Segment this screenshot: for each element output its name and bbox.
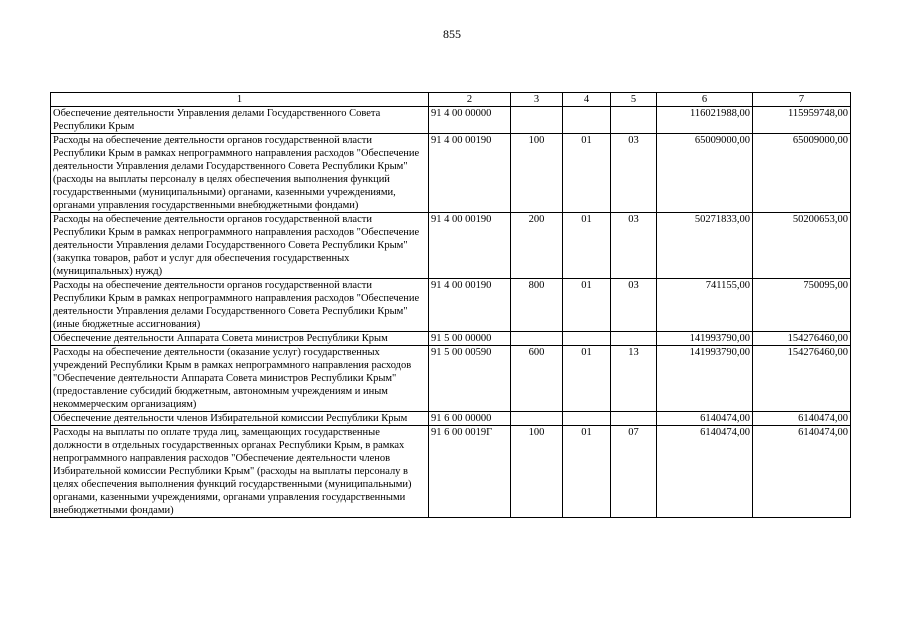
row-description: Расходы на обеспечение деятельности органов государственной власти Республики Крым в рамках непрограммного направления расходов "Обеспечение деятельности Управления делами Государственного Совета Республики Крым" (иные бюджетные ассигнования): [51, 279, 429, 332]
column-header: 6: [657, 93, 753, 107]
subsection-code: 07: [611, 426, 657, 518]
amount-year-1: 141993790,00: [657, 332, 753, 346]
section-code: [563, 332, 611, 346]
subsection-code: [611, 332, 657, 346]
table-row: [51, 412, 851, 426]
row-description: Расходы на обеспечение деятельности органов государственной власти Республики Крым в рамках непрограммного направления расходов "Обеспечение деятельности Управления делами Государственного Совета Республики Крым" (расходы на выплаты персоналу в целях обеспечения выполнения функций государственными (муниципальными) органами, казенными учреждениями, органами управления государственными внебюджетными фондами): [51, 134, 429, 213]
table-header-row: [51, 93, 851, 107]
page-number: 855: [443, 27, 461, 41]
expense-type-code: [511, 332, 563, 346]
amount-year-1: 116021988,00: [657, 107, 753, 134]
subsection-code: 03: [611, 134, 657, 213]
amount-year-1: 6140474,00: [657, 426, 753, 518]
amount-year-2: 154276460,00: [753, 346, 851, 412]
table-row: [51, 426, 851, 518]
row-description: Обеспечение деятельности членов Избирательной комиссии Республики Крым: [51, 412, 429, 426]
column-header: 5: [611, 93, 657, 107]
column-header: 7: [753, 93, 851, 107]
section-code: 01: [563, 426, 611, 518]
target-article-code: 91 5 00 00000: [429, 332, 511, 346]
row-description: Расходы на выплаты по оплате труда лиц, замещающих государственные должности в отдельных государственных органах Республики Крым, в рамках непрограммного направления расходов "Обеспечение деятельности членов Избирательной комиссии Республики Крым" (расходы на выплаты персоналу в целях обеспечения выполнения функций государственными (муниципальными) органами, казенными учреждениями, органами управления государственными внебюджетными фондами): [51, 426, 429, 518]
column-header: 4: [563, 93, 611, 107]
expense-type-code: 800: [511, 279, 563, 332]
target-article-code: 91 4 00 00190: [429, 213, 511, 279]
subsection-code: 03: [611, 279, 657, 332]
amount-year-1: 65009000,00: [657, 134, 753, 213]
amount-year-2: 6140474,00: [753, 426, 851, 518]
section-code: [563, 107, 611, 134]
column-header: 2: [429, 93, 511, 107]
section-code: [563, 412, 611, 426]
target-article-code: 91 4 00 00190: [429, 279, 511, 332]
section-code: 01: [563, 213, 611, 279]
amount-year-2: 6140474,00: [753, 412, 851, 426]
table-row: [51, 134, 851, 213]
subsection-code: [611, 412, 657, 426]
row-description: Расходы на обеспечение деятельности органов государственной власти Республики Крым в рамках непрограммного направления расходов "Обеспечение деятельности Управления делами Государственного Совета Республики Крым" (закупка товаров, работ и услуг для обеспечения государственных (муниципальных) нужд): [51, 213, 429, 279]
amount-year-2: 115959748,00: [753, 107, 851, 134]
table-row: [51, 213, 851, 279]
expense-type-code: 200: [511, 213, 563, 279]
amount-year-2: 65009000,00: [753, 134, 851, 213]
amount-year-2: 750095,00: [753, 279, 851, 332]
subsection-code: [611, 107, 657, 134]
target-article-code: 91 4 00 00190: [429, 134, 511, 213]
target-article-code: 91 4 00 00000: [429, 107, 511, 134]
target-article-code: 91 6 00 00000: [429, 412, 511, 426]
section-code: 01: [563, 134, 611, 213]
amount-year-1: 141993790,00: [657, 346, 753, 412]
amount-year-1: 6140474,00: [657, 412, 753, 426]
expense-type-code: [511, 107, 563, 134]
row-description: Расходы на обеспечение деятельности (оказание услуг) государственных учреждений Республики Крым в рамках непрограммного направления расходов "Обеспечение деятельности Аппарата Совета министров Республики Крым" (предоставление субсидий бюджетным, автономным учреждениям и иным некоммерческим организациям): [51, 346, 429, 412]
row-description: Обеспечение деятельности Аппарата Совета министров Республики Крым: [51, 332, 429, 346]
expense-type-code: 100: [511, 426, 563, 518]
table-row: [51, 107, 851, 134]
table-row: [51, 346, 851, 412]
table-row: [51, 279, 851, 332]
expense-type-code: 600: [511, 346, 563, 412]
amount-year-1: 50271833,00: [657, 213, 753, 279]
column-header: 3: [511, 93, 563, 107]
amount-year-2: 50200653,00: [753, 213, 851, 279]
row-description: Обеспечение деятельности Управления делами Государственного Совета Республики Крым: [51, 107, 429, 134]
expense-type-code: 100: [511, 134, 563, 213]
expense-type-code: [511, 412, 563, 426]
column-header: 1: [51, 93, 429, 107]
amount-year-1: 741155,00: [657, 279, 753, 332]
section-code: 01: [563, 279, 611, 332]
amount-year-2: 154276460,00: [753, 332, 851, 346]
target-article-code: 91 6 00 0019Г: [429, 426, 511, 518]
section-code: 01: [563, 346, 611, 412]
subsection-code: 13: [611, 346, 657, 412]
target-article-code: 91 5 00 00590: [429, 346, 511, 412]
table-row: [51, 332, 851, 346]
budget-table: [50, 92, 851, 518]
subsection-code: 03: [611, 213, 657, 279]
